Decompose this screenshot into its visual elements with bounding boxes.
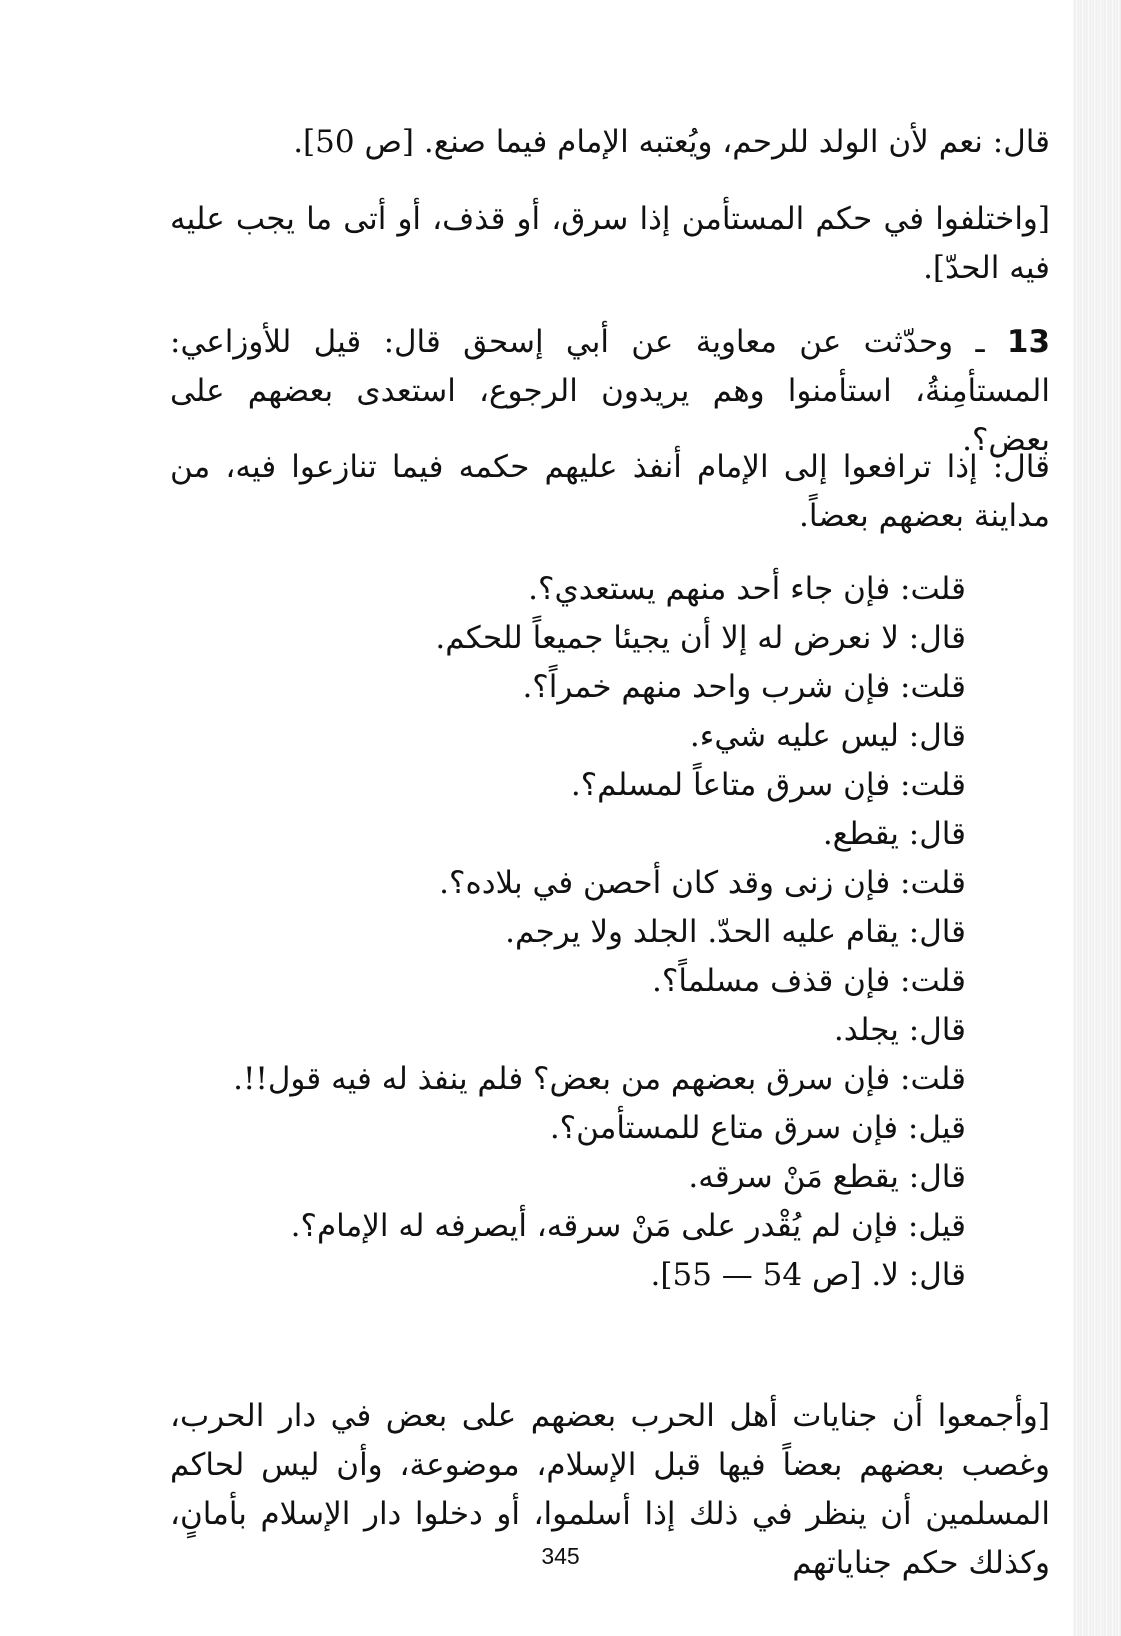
- dialogue-line: قلت: فإن جاء أحد منهم يستعدي؟.: [528, 571, 966, 607]
- dialogue-line: قيل: فإن لم يُقْدر على مَنْ سرقه، أيصرفه له الإمام؟.: [290, 1208, 966, 1244]
- dialogue-line: قلت: فإن سرق متاعاً لمسلم؟.: [570, 767, 966, 803]
- paragraph-4: قال: إذا ترافعوا إلى الإمام أنفذ عليهم حكمه فيما تنازعوا فيه، من مداينة بعضهم بعضاً.: [170, 449, 1050, 534]
- dialogue-line: قلت: فإن قذف مسلماً؟.: [652, 963, 966, 999]
- dialogue-line: قلت: فإن شرب واحد منهم خمراً؟.: [522, 669, 966, 705]
- dialogue-line: قال: لا نعرض له إلا أن يجيئا جميعاً للحكم.: [435, 620, 966, 656]
- page-edge-shadow: [1073, 0, 1121, 1636]
- dialogue-line: قال: يقام عليه الحدّ. الجلد ولا يرجم.: [505, 914, 966, 950]
- dialogue-line: قلت: فإن زنى وقد كان أحصن في بلاده؟.: [439, 865, 966, 901]
- dialogue-block: [166, 565, 966, 1300]
- page-number: 345: [541, 1543, 580, 1569]
- dialogue-line: قال: يقطع مَنْ سرقه.: [688, 1159, 966, 1195]
- dialogue-line: قال: يجلد.: [833, 1012, 966, 1048]
- dialogue-line: قال: ليس عليه شيء.: [689, 718, 966, 754]
- dialogue-line: قلت: فإن سرق بعضهم من بعض؟ فلم ينفذ له فيه قول!!.: [233, 1061, 966, 1097]
- dialogue-line: قيل: فإن سرق متاع للمستأمن؟.: [549, 1110, 966, 1146]
- paragraph-5: [وأجمعوا أن جنايات أهل الحرب بعضهم على بعض في دار الحرب، وغصب بعضهم بعضاً فيها قبل الإسلام، موضوعة، وأن ليس لحاكم المسلمين أن ينظر في ذلك إذا أسلموا، أو دخلوا دار الإسلام بأمانٍ، وكذلك حكم جناياتهم: [170, 1398, 1050, 1581]
- dialogue-line: قال: لا. [ص 54 — 55].: [650, 1257, 966, 1293]
- paragraph-1: قال: نعم لأن الولد للرحم، ويُعتبه الإمام فيما صنع. [ص 50].: [293, 124, 1050, 160]
- dialogue-line: قال: يقطع.: [822, 816, 966, 852]
- section-number: 13: [1006, 324, 1051, 360]
- paragraph-3-text: ـ وحدّثت عن معاوية عن أبي إسحق قال: قيل للأوزاعي: المستأمِنةُ، استأمنوا وهم يريدون الرجوع، استعدى بعضهم على بعض؟.: [170, 324, 1050, 458]
- paragraph-2: [واختلفوا في حكم المستأمن إذا سرق، أو قذف، أو أتى ما يجب عليه فيه الحدّ].: [170, 201, 1050, 286]
